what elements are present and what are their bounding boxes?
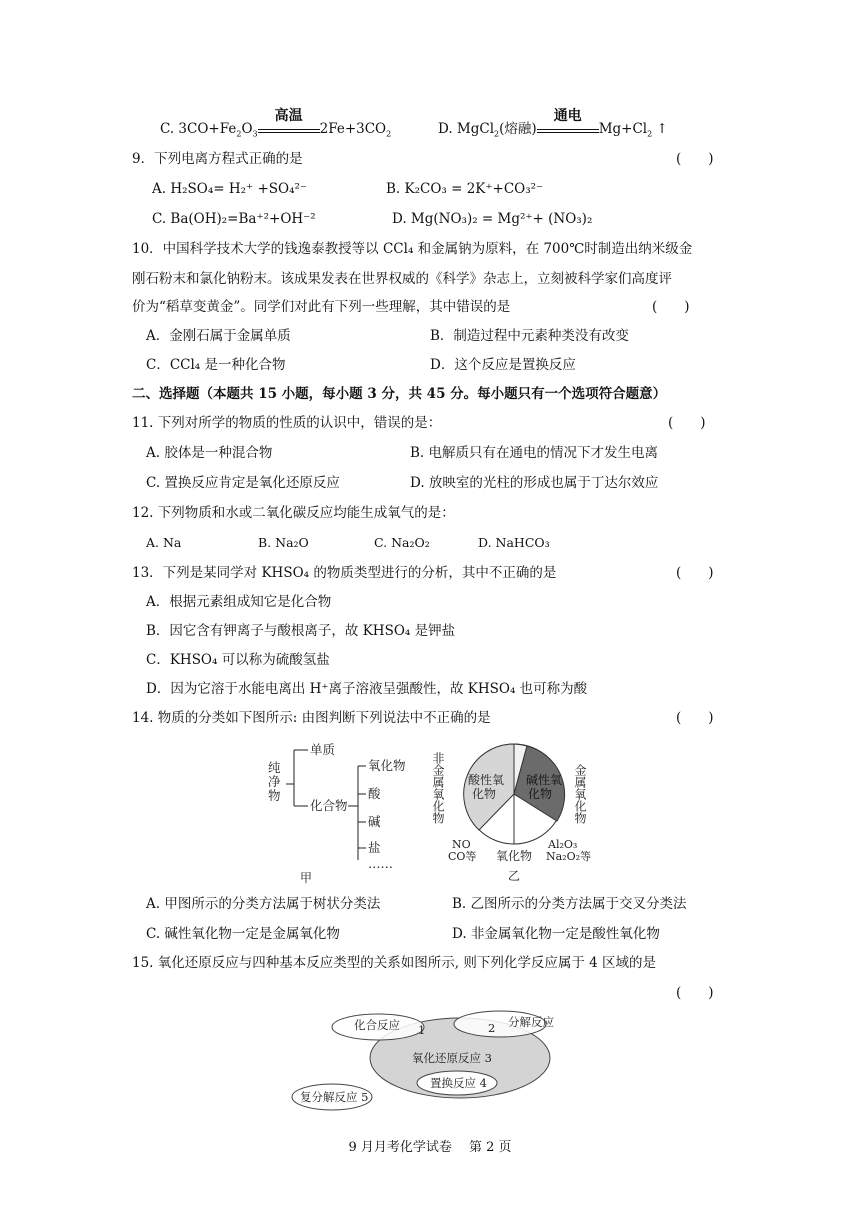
q14-paren: ( ) bbox=[676, 710, 714, 726]
pie-acidic-label-2: 化物 bbox=[472, 787, 497, 801]
q11-option-a: A. 胶体是一种混合物 bbox=[146, 445, 273, 461]
tree-root-3: 物 bbox=[268, 788, 281, 803]
tree-l2-base: 碱 bbox=[368, 814, 381, 829]
q11-paren: ( ) bbox=[668, 415, 706, 431]
q10-line1: 10．中国科学技术大学的钱逸泰教授等以 CCl₄ 和金属钠为原料，在 700℃时制造出纳米级金 bbox=[132, 241, 693, 257]
q10-option-d: D．这个反应是置换反应 bbox=[430, 357, 576, 373]
q11-stem: 11. 下列对所学的物质的性质的认识中，错误的是： bbox=[132, 415, 442, 431]
q14-option-a: A. 甲图所示的分类方法属于树状分类法 bbox=[146, 896, 381, 912]
q10-option-c: C．CCl₄ 是一种化合物 bbox=[146, 357, 286, 373]
pie-basic-label-1: 碱性氧 bbox=[526, 773, 563, 787]
pie-al-na-1: Al₂O₃ bbox=[548, 838, 578, 851]
venn-double-displacement: 复分解反应 5 bbox=[300, 1090, 369, 1104]
venn-combination: 化合反应 bbox=[354, 1018, 400, 1032]
pie-basic-label-2: 化物 bbox=[528, 787, 553, 801]
q13-option-b: B．因它含有钾离子与酸根离子，故 KHSO₄ 是钾盐 bbox=[146, 623, 456, 639]
q13-stem: 13．下列是某同学对 KHSO₄ 的物质类型进行的分析，其中不正确的是 bbox=[132, 565, 557, 581]
pie-oxide-label: 氧化物 bbox=[496, 849, 533, 863]
q13-paren: ( ) bbox=[676, 565, 714, 581]
q11-option-b: B. 电解质只有在通电的情况下才发生电离 bbox=[410, 445, 659, 461]
tree-l2-oxide: 氧化物 bbox=[368, 758, 406, 773]
q15-stem: 15. 氧化还原反应与四种基本反应类型的关系如图所示, 则下列化学反应属于 4 区域的是 bbox=[132, 955, 657, 971]
tree-l2-acid: 酸 bbox=[368, 786, 381, 801]
q12-option-d: D. NaHCO₃ bbox=[478, 535, 550, 550]
page-footer: 9 月月考化学试卷 第 2 页 bbox=[348, 1140, 512, 1155]
q11-option-c: C. 置换反应肯定是氧化还原反应 bbox=[146, 475, 340, 491]
venn-region-1: 1 bbox=[418, 1023, 426, 1037]
q9-option-d: D. Mg(NO₃)₂ = Mg²⁺+ (NO₃)₂ bbox=[392, 211, 593, 227]
pie-acidic-label-1: 酸性氧 bbox=[468, 773, 505, 787]
q9-stem: 9．下列电离方程式正确的是 bbox=[132, 151, 303, 167]
q12-option-c: C. Na₂O₂ bbox=[374, 535, 430, 550]
q14-stem: 14. 物质的分类如下图所示: 由图判断下列说法中不正确的是 bbox=[132, 710, 491, 726]
q11-option-d: D. 放映室的光柱的形成也属于丁达尔效应 bbox=[410, 475, 659, 491]
q14-option-c: C. 碱性氧化物一定是金属氧化物 bbox=[146, 926, 340, 942]
figure-jia-caption: 甲 bbox=[300, 871, 313, 885]
q14-figure bbox=[262, 736, 602, 886]
venn-decomposition: 分解反应 bbox=[508, 1015, 554, 1029]
tree-l1-element: 单质 bbox=[310, 742, 336, 757]
q14-option-b: B. 乙图所示的分类方法属于交叉分类法 bbox=[452, 896, 687, 912]
q9-option-a: A. H₂SO₄= H₂⁺ +SO₄²⁻ bbox=[152, 181, 308, 197]
q8-option-d: D. MgCl$_2$(熔融) 通电 $Mg+Cl_2$ ↑ bbox=[438, 108, 668, 139]
q15-venn-diagram bbox=[290, 1008, 580, 1120]
q12-stem: 12. 下列物质和水或二氧化碳反应均能生成氧气的是： bbox=[132, 505, 455, 521]
q14-option-d: D. 非金属氧化物一定是酸性氧化物 bbox=[452, 926, 660, 942]
section-2-heading: 二、选择题（本题共 15 小题，每小题 3 分，共 45 分。每小题只有一个选项符合题意） bbox=[132, 386, 667, 402]
q15-paren: ( ) bbox=[676, 985, 714, 1001]
pie-no-co-1: NO bbox=[452, 838, 471, 851]
tree-root-2: 净 bbox=[268, 774, 281, 789]
pie-al-na-2: Na₂O₂等 bbox=[546, 850, 592, 863]
q9-option-c: C. Ba(OH)₂=Ba⁺²+OH⁻² bbox=[152, 211, 316, 227]
q13-option-c: C．KHSO₄ 可以称为硫酸氢盐 bbox=[146, 652, 330, 668]
q8-option-c: C. $3CO+Fe_2O_3$ 高温 $2Fe+3CO_2$ bbox=[160, 108, 392, 139]
q10-option-a: A．金刚石属于金属单质 bbox=[146, 328, 291, 344]
q10-option-b: B．制造过程中元素种类没有改变 bbox=[430, 328, 629, 344]
venn-region-2: 2 bbox=[488, 1021, 496, 1035]
venn-redox: 氧化还原反应 3 bbox=[412, 1051, 492, 1065]
tree-l2-salt: 盐 bbox=[368, 840, 381, 855]
q12-option-a: A. Na bbox=[146, 535, 182, 550]
figure-yi-caption: 乙 bbox=[508, 869, 521, 883]
condition-electrolysis: 通电 bbox=[553, 108, 582, 124]
pie-metal-label: 金属氧化物 bbox=[573, 764, 587, 824]
tree-root-1: 纯 bbox=[268, 760, 281, 775]
venn-displacement: 置换反应 4 bbox=[430, 1076, 487, 1090]
q9-option-b: B. K₂CO₃ = 2K⁺+CO₃²⁻ bbox=[386, 181, 544, 197]
q9-paren: ( ) bbox=[676, 151, 714, 167]
condition-high-temp: 高温 bbox=[274, 108, 303, 124]
q10-line3: 价为“稻草变黄金”。同学们对此有下列一些理解，其中错误的是 bbox=[132, 299, 511, 315]
tree-l2-more: …… bbox=[368, 856, 393, 871]
q13-option-d: D．因为它溶于水能电离出 H⁺离子溶液呈强酸性，故 KHSO₄ 也可称为酸 bbox=[146, 681, 588, 697]
pie-nonmetal-label: 非金属氧化物 bbox=[431, 752, 445, 824]
tree-l1-compound: 化合物 bbox=[310, 798, 348, 813]
q13-option-a: A．根据元素组成知它是化合物 bbox=[146, 594, 332, 610]
q12-option-b: B. Na₂O bbox=[258, 535, 309, 550]
q10-line2: 刚石粉末和氯化钠粉末。该成果发表在世界权威的《科学》杂志上，立刻被科学家们高度评 bbox=[132, 271, 672, 287]
pie-no-co-2: CO等 bbox=[448, 850, 477, 863]
q10-paren: ( ) bbox=[652, 299, 690, 315]
